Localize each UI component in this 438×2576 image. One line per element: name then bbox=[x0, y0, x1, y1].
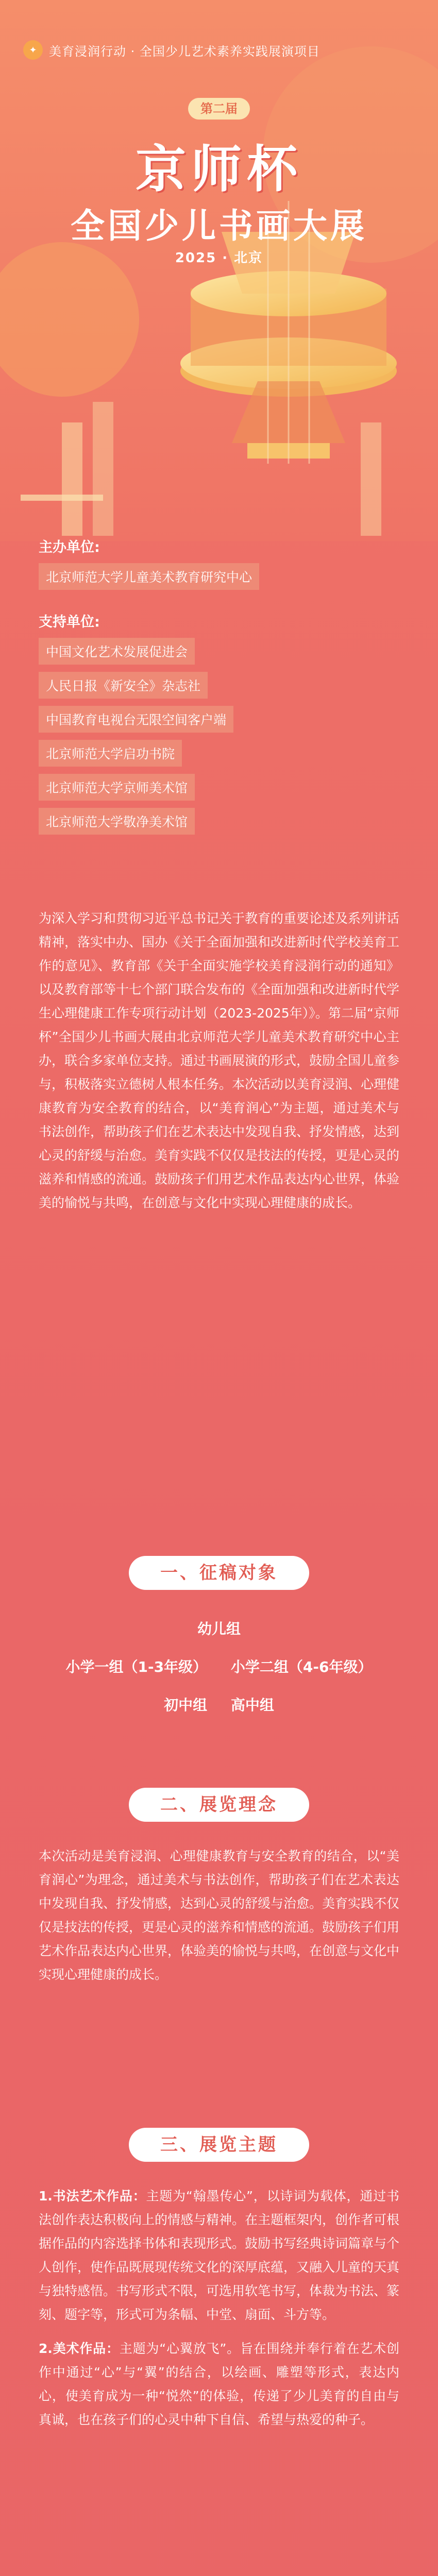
organizers-block bbox=[39, 536, 399, 842]
theme-art-lead: 2.美术作品： bbox=[39, 2341, 120, 2356]
section-title-submission: 一、征稿对象 bbox=[129, 1556, 309, 1590]
group-primary-1: 小学一组（1-3年级） bbox=[65, 1658, 208, 1675]
hosts-label: 主办单位: bbox=[39, 539, 100, 555]
concept-text: 本次活动是美育浸润、心理健康教育与安全教育的结合，以“美育润心”为理念，通过美术与书法创作，帮助孩子们在艺术表达中发现自我、抒发情感，达到心灵的舒缓与治愈。美育实践不仅仅是技法的传授，更是心灵的滋养和情感的流通。鼓励孩子们用艺术作品表达内心世界，体验美的愉悦与共鸣，在创意与文化中实现心理健康的成长。 bbox=[39, 1849, 400, 1982]
group-list bbox=[0, 1618, 438, 1732]
supporter-item: 中国教育电视台无限空间客户端 bbox=[39, 706, 233, 733]
group-row-secondary bbox=[0, 1694, 438, 1715]
intro-paragraph: 为深入学习和贯彻习近平总书记关于教育的重要论述及系列讲话精神，落实中办、国办《关于全面加强和改进新时代学校美育工作的意见》、教育部《关于全面实施学校美育浸润行动的通知》以及教育部等十七个部门联合发布的《全面加强和改进新时代学生心理健康工作专项行动计划（2023-2025年）》。第二届“京师杯”全国少儿书画大展由北京师范大学儿童美术教育研究中心主办，联合多家单位支持。通过书画展演的形式，鼓励全国儿童参与，积极落实立德树人根本任务。本次活动以美育浸润、心理健康教育为安全教育的结合，以“美育润心”为主题，通过美术与书法创作，帮助孩子们在艺术表达中发现自我、抒发情感，达到心灵的舒缓与治愈。美育实践不仅仅是技法的传授，更是心灵的滋养和情感的流通。鼓励孩子们用艺术作品表达内心世界，体验美的愉悦与共鸣，在创意与文化中实现心理健康的成长。 bbox=[39, 911, 400, 1210]
theme-paragraphs bbox=[39, 2184, 399, 2442]
host-item: 北京师范大学儿童美术教育研究中心 bbox=[39, 563, 259, 590]
sub-title: 全国少儿书画大展 bbox=[71, 206, 367, 246]
theme-calligraphy bbox=[39, 2184, 399, 2327]
section-title-theme: 三、展览主题 bbox=[129, 2128, 309, 2162]
hero-banner bbox=[0, 0, 438, 541]
supporter-item: 北京师范大学京师美术馆 bbox=[39, 774, 195, 801]
emblem-icon: ✦ bbox=[23, 40, 43, 60]
supporter-item: 北京师范大学敬净美术馆 bbox=[39, 808, 195, 835]
year-location: 2025 · 北京 bbox=[175, 250, 263, 266]
supporters-label: 支持单位: bbox=[39, 614, 100, 630]
theme-calligraphy-text: 主题为“翰墨传心”，以诗词为载体，通过书法创作表达积极向上的情感与精神。在主题框架内，创作者可根据作品的内容选择书体和表现形式。鼓励书写经典诗词篇章与个人创作，使作品既展现传统文化的深厚底蕴，又融入儿童的天真与独特感悟。书写形式不限，可选用软笔书写，体裁为书法、篆刻、题字等，形式可为条幅、中堂、扇面、斗方等。 bbox=[39, 2189, 400, 2322]
concept-paragraph bbox=[39, 1844, 399, 1997]
group-row-primary bbox=[0, 1656, 438, 1676]
edition-badge: 第二届 bbox=[188, 98, 250, 120]
main-title: 京师杯 bbox=[135, 140, 302, 199]
supporter-item: 北京师范大学启功书院 bbox=[39, 740, 182, 767]
hero-decoration bbox=[0, 0, 438, 541]
section-title-concept: 二、展览理念 bbox=[129, 1788, 309, 1822]
top-banner bbox=[23, 37, 415, 63]
supporter-item: 中国文化艺术发展促进会 bbox=[39, 638, 195, 665]
theme-calligraphy-lead: 1.书法艺术作品： bbox=[39, 2189, 146, 2204]
group-senior: 高中组 bbox=[230, 1697, 274, 1714]
group-junior: 初中组 bbox=[164, 1697, 208, 1714]
top-banner-text: 美育浸润行动 · 全国少儿艺术素养实践展演项目 bbox=[49, 44, 320, 59]
theme-art bbox=[39, 2337, 399, 2432]
group-primary-2: 小学二组（4-6年级） bbox=[230, 1658, 373, 1675]
theme-art-text: 主题为“心翼放飞”。旨在围绕并奉行着在艺术创作中通过“心”与“翼”的结合，以绘画、雕塑等形式，表达内心，使美育成为一种“悦然”的体验，传递了少儿美育的自由与真诚，也在孩子们的心灵中种下自信、希望与热爱的种子。 bbox=[39, 2341, 399, 2427]
group-kindergarten: 幼儿组 bbox=[197, 1620, 241, 1637]
supporter-item: 人民日报《新安全》杂志社 bbox=[39, 672, 208, 699]
